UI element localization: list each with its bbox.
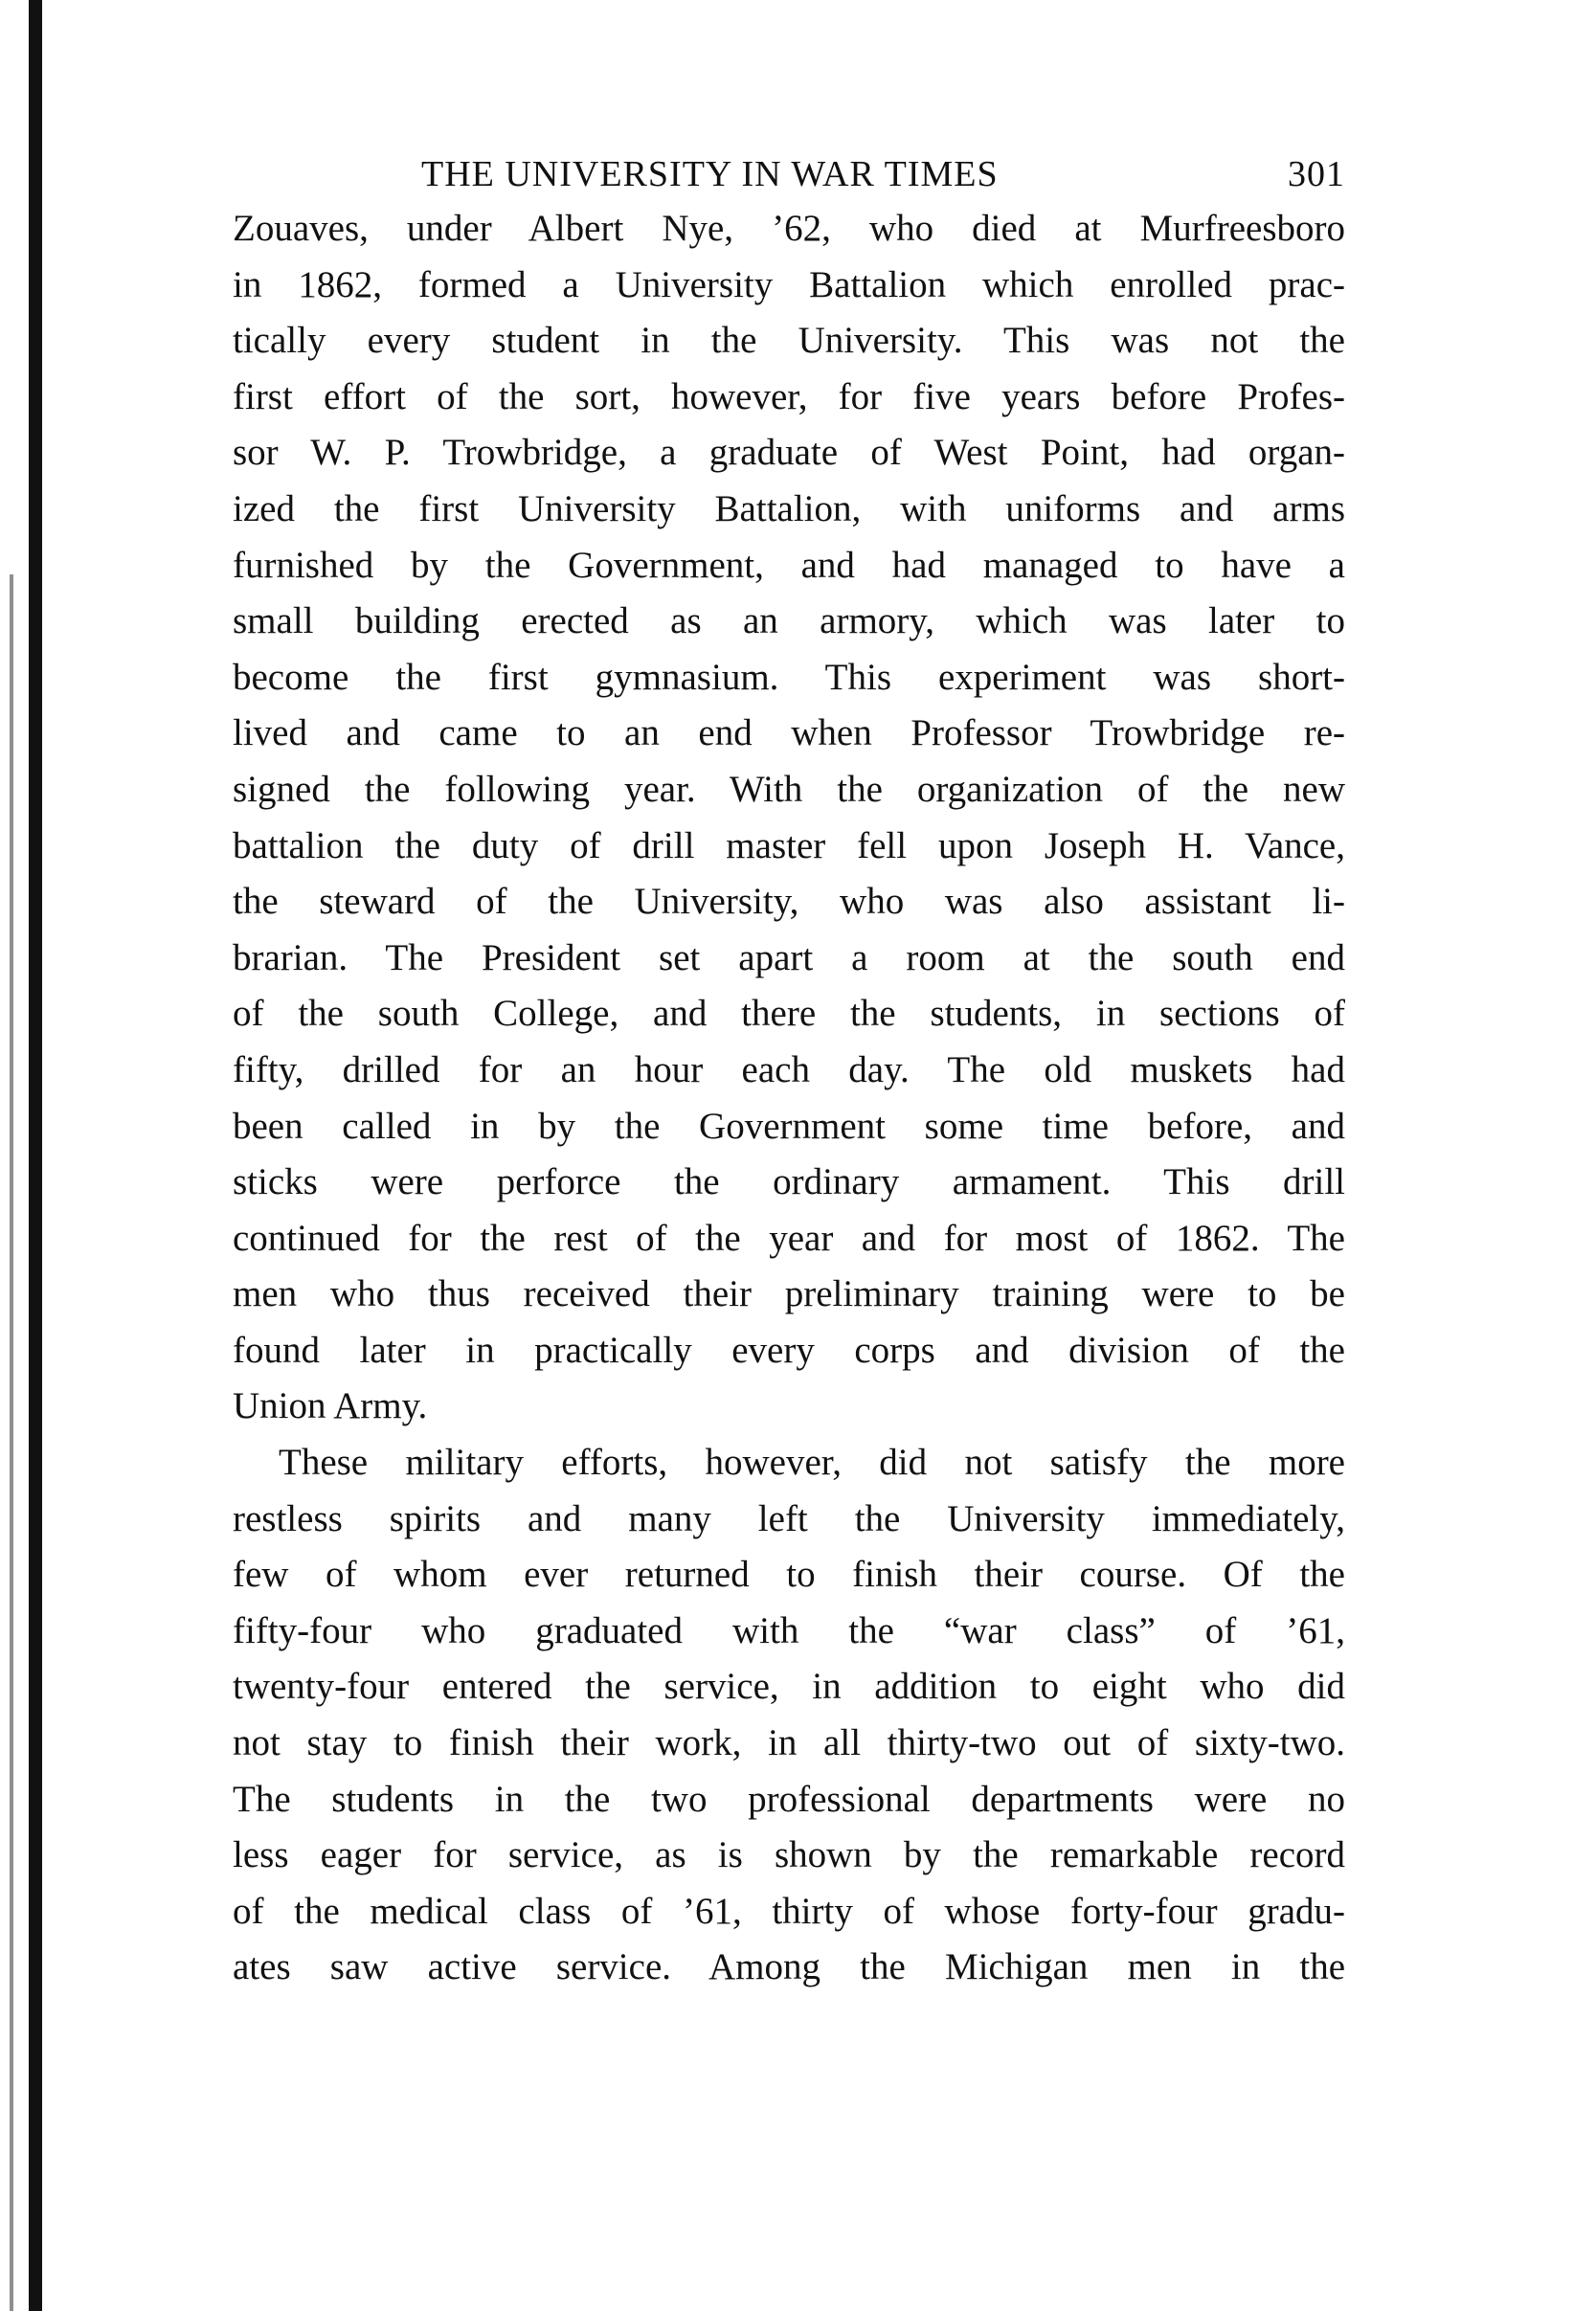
text-line: men who thus received their preliminary training were to be	[233, 1273, 1345, 1315]
text-line: found later in practically every corps and division of the	[233, 1329, 1345, 1371]
text-line: been called in by the Government some time before, and	[233, 1105, 1345, 1147]
text-line: small building erected as an armory, which was later to	[233, 600, 1345, 642]
book-page	[233, 144, 1345, 1996]
text-line: in 1862, formed a University Battalion which enrolled prac-	[233, 263, 1345, 305]
text-line: of the south College, and there the students, in sections of	[233, 993, 1345, 1035]
text-line: not stay to finish their work, in all thirty-two out of sixty-two.	[233, 1722, 1345, 1764]
text-line: less eager for service, as is shown by the remarkable record	[233, 1834, 1345, 1876]
text-line: lived and came to an end when Professor Trowbridge re-	[233, 712, 1345, 754]
running-head	[233, 144, 1345, 201]
running-head-title: THE UNIVERSITY IN WAR TIMES	[421, 154, 999, 194]
text-line: signed the following year. With the organization of the new	[233, 768, 1345, 810]
text-line: Zouaves, under Albert Nye, ’62, who died at Murfreesboro	[233, 208, 1345, 249]
text-line: Union Army.	[233, 1385, 428, 1427]
text-line: These military efforts, however, did not satisfy the more	[279, 1442, 1345, 1484]
page-shadow-edge	[10, 574, 13, 2311]
text-line: first effort of the sort, however, for five years before Profes-	[233, 375, 1345, 417]
paragraph-2	[233, 1435, 1345, 1996]
text-line: The students in the two professional departments were no	[233, 1778, 1345, 1820]
page-binding-edge	[29, 0, 42, 2311]
text-line: furnished by the Government, and had managed to have a	[233, 544, 1345, 586]
text-line: restless spirits and many left the University immediately,	[233, 1497, 1345, 1539]
paragraph-1	[233, 201, 1345, 1435]
text-line: battalion the duty of drill master fell upon Joseph H. Vance,	[233, 824, 1345, 866]
text-line: become the first gymnasium. This experiment was short-	[233, 656, 1345, 698]
text-line: twenty-four entered the service, in addition to eight who did	[233, 1666, 1345, 1708]
text-line: ates saw active service. Among the Michigan men in the	[233, 1946, 1345, 1988]
text-line: ized the first University Battalion, with uniforms and arms	[233, 487, 1345, 529]
text-line: tically every student in the University. This was not the	[233, 320, 1345, 362]
text-line: brarian. The President set apart a room at the south end	[233, 936, 1345, 978]
text-line: fifty, drilled for an hour each day. The old muskets had	[233, 1048, 1345, 1090]
page-number: 301	[1288, 154, 1345, 194]
text-line: fifty-four who graduated with the “war class” of ’61,	[233, 1609, 1345, 1651]
text-line: sticks were perforce the ordinary armament. This drill	[233, 1161, 1345, 1203]
body-text	[233, 201, 1345, 1996]
text-line: the steward of the University, who was also assistant li-	[233, 881, 1345, 923]
text-line: sor W. P. Trowbridge, a graduate of West Point, had organ-	[233, 432, 1345, 474]
text-line: continued for the rest of the year and for most of 1862. The	[233, 1217, 1345, 1259]
text-line: of the medical class of ’61, thirty of whose forty-four gradu-	[233, 1890, 1345, 1932]
text-line: few of whom ever returned to finish their course. Of the	[233, 1554, 1345, 1596]
